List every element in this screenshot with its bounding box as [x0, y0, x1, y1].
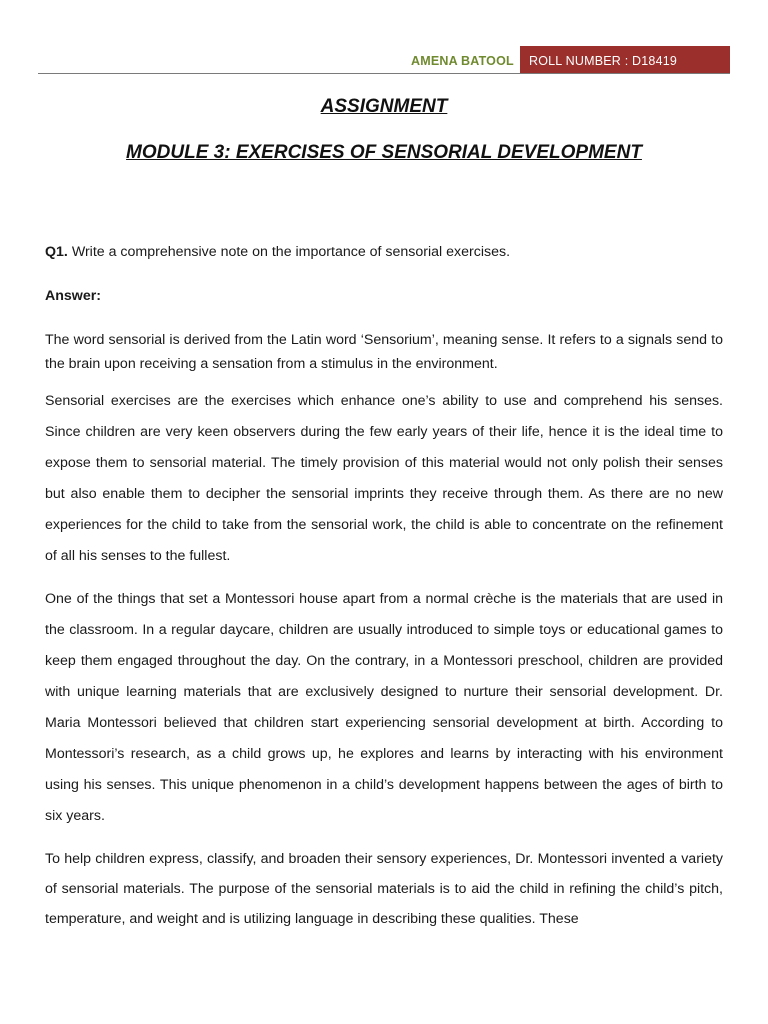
module-title: MODULE 3: EXERCISES OF SENSORIAL DEVELOPMENT	[126, 142, 642, 163]
question-1	[45, 243, 723, 261]
roll-number-badge: ROLL NUMBER : D18419	[520, 46, 730, 74]
question-text: Write a comprehensive note on the importance of sensorial exercises.	[67, 244, 511, 260]
assignment-title: ASSIGNMENT	[320, 96, 448, 117]
student-name: AMENA BATOOL	[411, 54, 514, 68]
paragraph-2: Sensorial exercises are the exercises which enhance one’s ability to use and comprehend his senses. Since children are very keen observers during the few early years of their life, hence it is the ideal time to expose them to sensorial material. The timely provision of this material would not only polish their senses but also enable them to decipher the sensorial imprints they receive through them. As there are no new experiences for the child to take from the sensorial work, the child is able to concentrate on the refinement of all his senses to the fullest.	[45, 393, 723, 564]
header-divider	[38, 73, 730, 74]
paragraph-1: The word sensorial is derived from the Latin word ‘Sensorium’, meaning sense. It refers to a signals send to the brain upon receiving a sensation from a stimulus in the environment.	[45, 332, 723, 372]
paragraph-4: To help children express, classify, and broaden their sensory experiences, Dr. Montessori invented a variety of sensorial materials. The purpose of the sensorial materials is to aid the child in refining the child’s pitch, temperature, and weight and is utilizing language in describing these qualities. These	[45, 851, 723, 927]
question-label: Q1.	[45, 244, 68, 260]
answer-label: Answer:	[45, 288, 101, 304]
paragraph-3: One of the things that set a Montessori house apart from a normal crèche is the materials that are used in the classroom. In a regular daycare, children are usually introduced to simple toys or educational games to keep them engaged throughout the day. On the contrary, in a Montessori preschool, children are provided with unique learning materials that are exclusively designed to nurture their sensorial development. Dr. Maria Montessori believed that children start experiencing sensorial development at birth. According to Montessori’s research, as a child grows up, he explores and learns by interacting with his environment using his senses. This unique phenomenon in a child’s development happens between the ages of birth to six years.	[45, 591, 723, 824]
